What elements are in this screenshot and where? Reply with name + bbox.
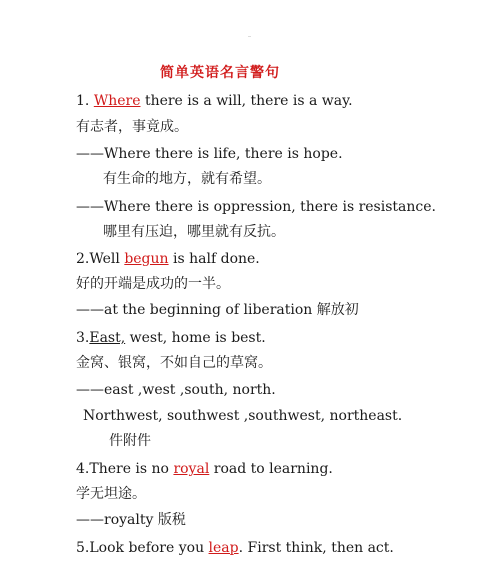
quote-5 <box>76 539 394 557</box>
quote-3-translation: 金窝、银窝，不如自己的草窝。 <box>76 355 272 371</box>
quote-2-translation: 好的开端是成功的一半。 <box>76 276 230 292</box>
quote-2-keyword: begun <box>124 251 169 267</box>
quote-3-keyword: East, <box>89 330 126 346</box>
quote-5-keyword: leap <box>208 540 239 556</box>
quote-3-text: west, home is best. <box>129 330 266 346</box>
quote-1 <box>76 92 353 110</box>
quote-1-keyword: Where <box>93 93 141 109</box>
quote-4-extension: ——royalty 版税 <box>76 512 186 528</box>
quote-1-text: there is a will, there is a way. <box>144 93 353 109</box>
quote-1-extension-1: ——Where there is life, there is hope. <box>76 146 343 162</box>
quote-5-text: . First think, then act. <box>238 540 394 556</box>
quote-4-text: road to learning. <box>213 461 333 477</box>
quote-3-prefix: 3. <box>76 330 90 346</box>
quote-4-translation: 学无坦途。 <box>76 486 146 502</box>
quote-3-extension-3: 件附件 <box>109 433 151 449</box>
quote-1-extension-2-translation: 哪里有压迫，哪里就有反抗。 <box>103 224 285 240</box>
quote-1-extension-2: ——Where there is oppression, there is resistance. <box>76 199 436 215</box>
quote-1-translation: 有志者，事竟成。 <box>76 119 188 135</box>
quote-2 <box>76 250 260 268</box>
quote-2-prefix: 2.Well <box>76 251 120 267</box>
quote-4 <box>76 460 333 478</box>
quote-2-text: is half done. <box>173 251 260 267</box>
document-title: 简单英语名言警句 <box>160 65 280 81</box>
quote-3-extension-1: ——east ,west ,south, north. <box>76 382 276 398</box>
quote-3 <box>76 329 266 347</box>
quote-3-extension-2: Northwest, southwest ,southwest, northeast. <box>83 408 403 424</box>
quote-5-prefix: 5.Look before you <box>76 540 205 556</box>
quote-1-number: 1. <box>76 93 90 109</box>
quote-4-keyword: royal <box>173 461 210 477</box>
quote-4-prefix: 4.There is no <box>76 461 169 477</box>
quote-2-extension: ——at the beginning of liberation 解放初 <box>76 302 359 318</box>
quote-1-extension-1-translation: 有生命的地方，就有希望。 <box>103 171 271 187</box>
header-mark <box>248 36 251 37</box>
